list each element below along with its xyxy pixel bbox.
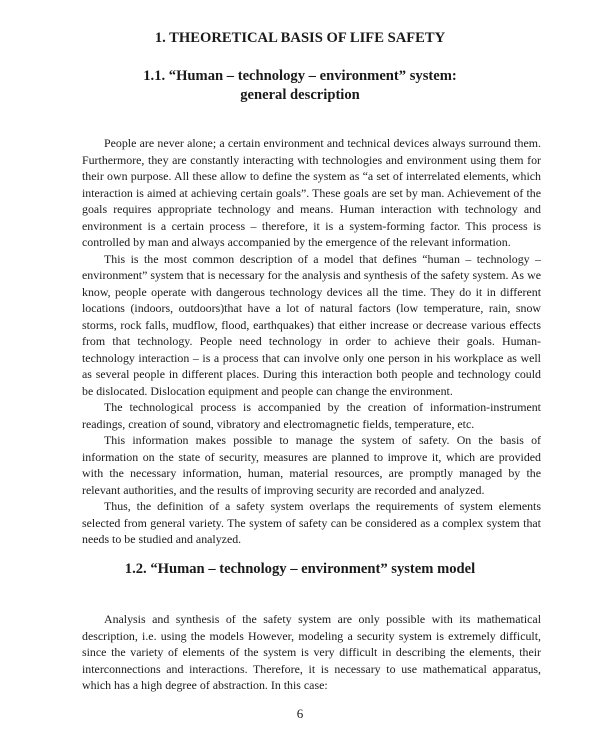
section-2-body: [82, 611, 541, 694]
paragraph: Thus, the definition of a safety system overlaps the requirements of system elements selected from general variety. The system of safety can be considered as a complex system that needs to be studied and analyzed.: [82, 499, 541, 546]
chapter-title: 1. THEORETICAL BASIS OF LIFE SAFETY: [154, 30, 446, 46]
paragraph: People are never alone; a certain environment and technical devices always surround them. Furthermore, they are constantly interacting with technologies and environment using them for their own purpose. All these allow to define the system as “a set of interrelated elements, which interaction is aimed at achieving certain goals”. These goals are set by man. Achievement of the goals requires appropriate technology and means. Human interaction with technology and environment is a certain process – therefore, it is a system-forming factor. This process is controlled by man and always accompanied by the emergence of the relevant information.: [82, 136, 541, 249]
section-1-title-line-2: general description: [240, 87, 360, 103]
paragraph: The technological process is accompanied by the creation of information-instrument readings, creation of sound, vibratory and electromagnetic fields, temperature, etc.: [82, 400, 541, 431]
page-number: 6: [296, 706, 304, 721]
paragraph: Analysis and synthesis of the safety system are only possible with its mathematical description, i.e. using the models However, modeling a security system is extremely difficult, since the variety of elements of the system is very difficult in describing the elements, their interconnections and interactions. Therefore, it is necessary to use mathematical apparatus, which has a high degree of abstraction. In this case:: [82, 612, 541, 692]
section-1-body: [82, 135, 541, 548]
paragraph: This information makes possible to manage the system of safety. On the basis of information on the state of security, measures are planned to improve it, which are provided with the necessary information, human, material resources, are promptly managed by the relevant authorities, and the results of improving security are recorded and analyzed.: [82, 433, 541, 497]
section-1-title-line-1: 1.1. “Human – technology – environment” system:: [143, 68, 457, 84]
section-2-title: 1.2. “Human – technology – environment” system model: [124, 561, 476, 577]
paragraph: This is the most common description of a model that defines “human – technology – environment” system that is necessary for the analysis and synthesis of the safety system. As we know, people operate with dangerous technology devices all the time. They do it in different locations (indoors, outdoors)that have a lot of natural factors (low temperature, rain, snow storms, rock falls, mudflow, flood, earthquakes) that either increase or decrease various effects from that technology. People need technology in order to achieve their goals. Human-technology interaction – is a process that can involve only one person in his workplace as well as several people in different places. During this interaction both people and technology could be dislocated. Dislocation equipment and people can change the environment.: [82, 251, 541, 398]
section-1-title: [60, 67, 540, 105]
